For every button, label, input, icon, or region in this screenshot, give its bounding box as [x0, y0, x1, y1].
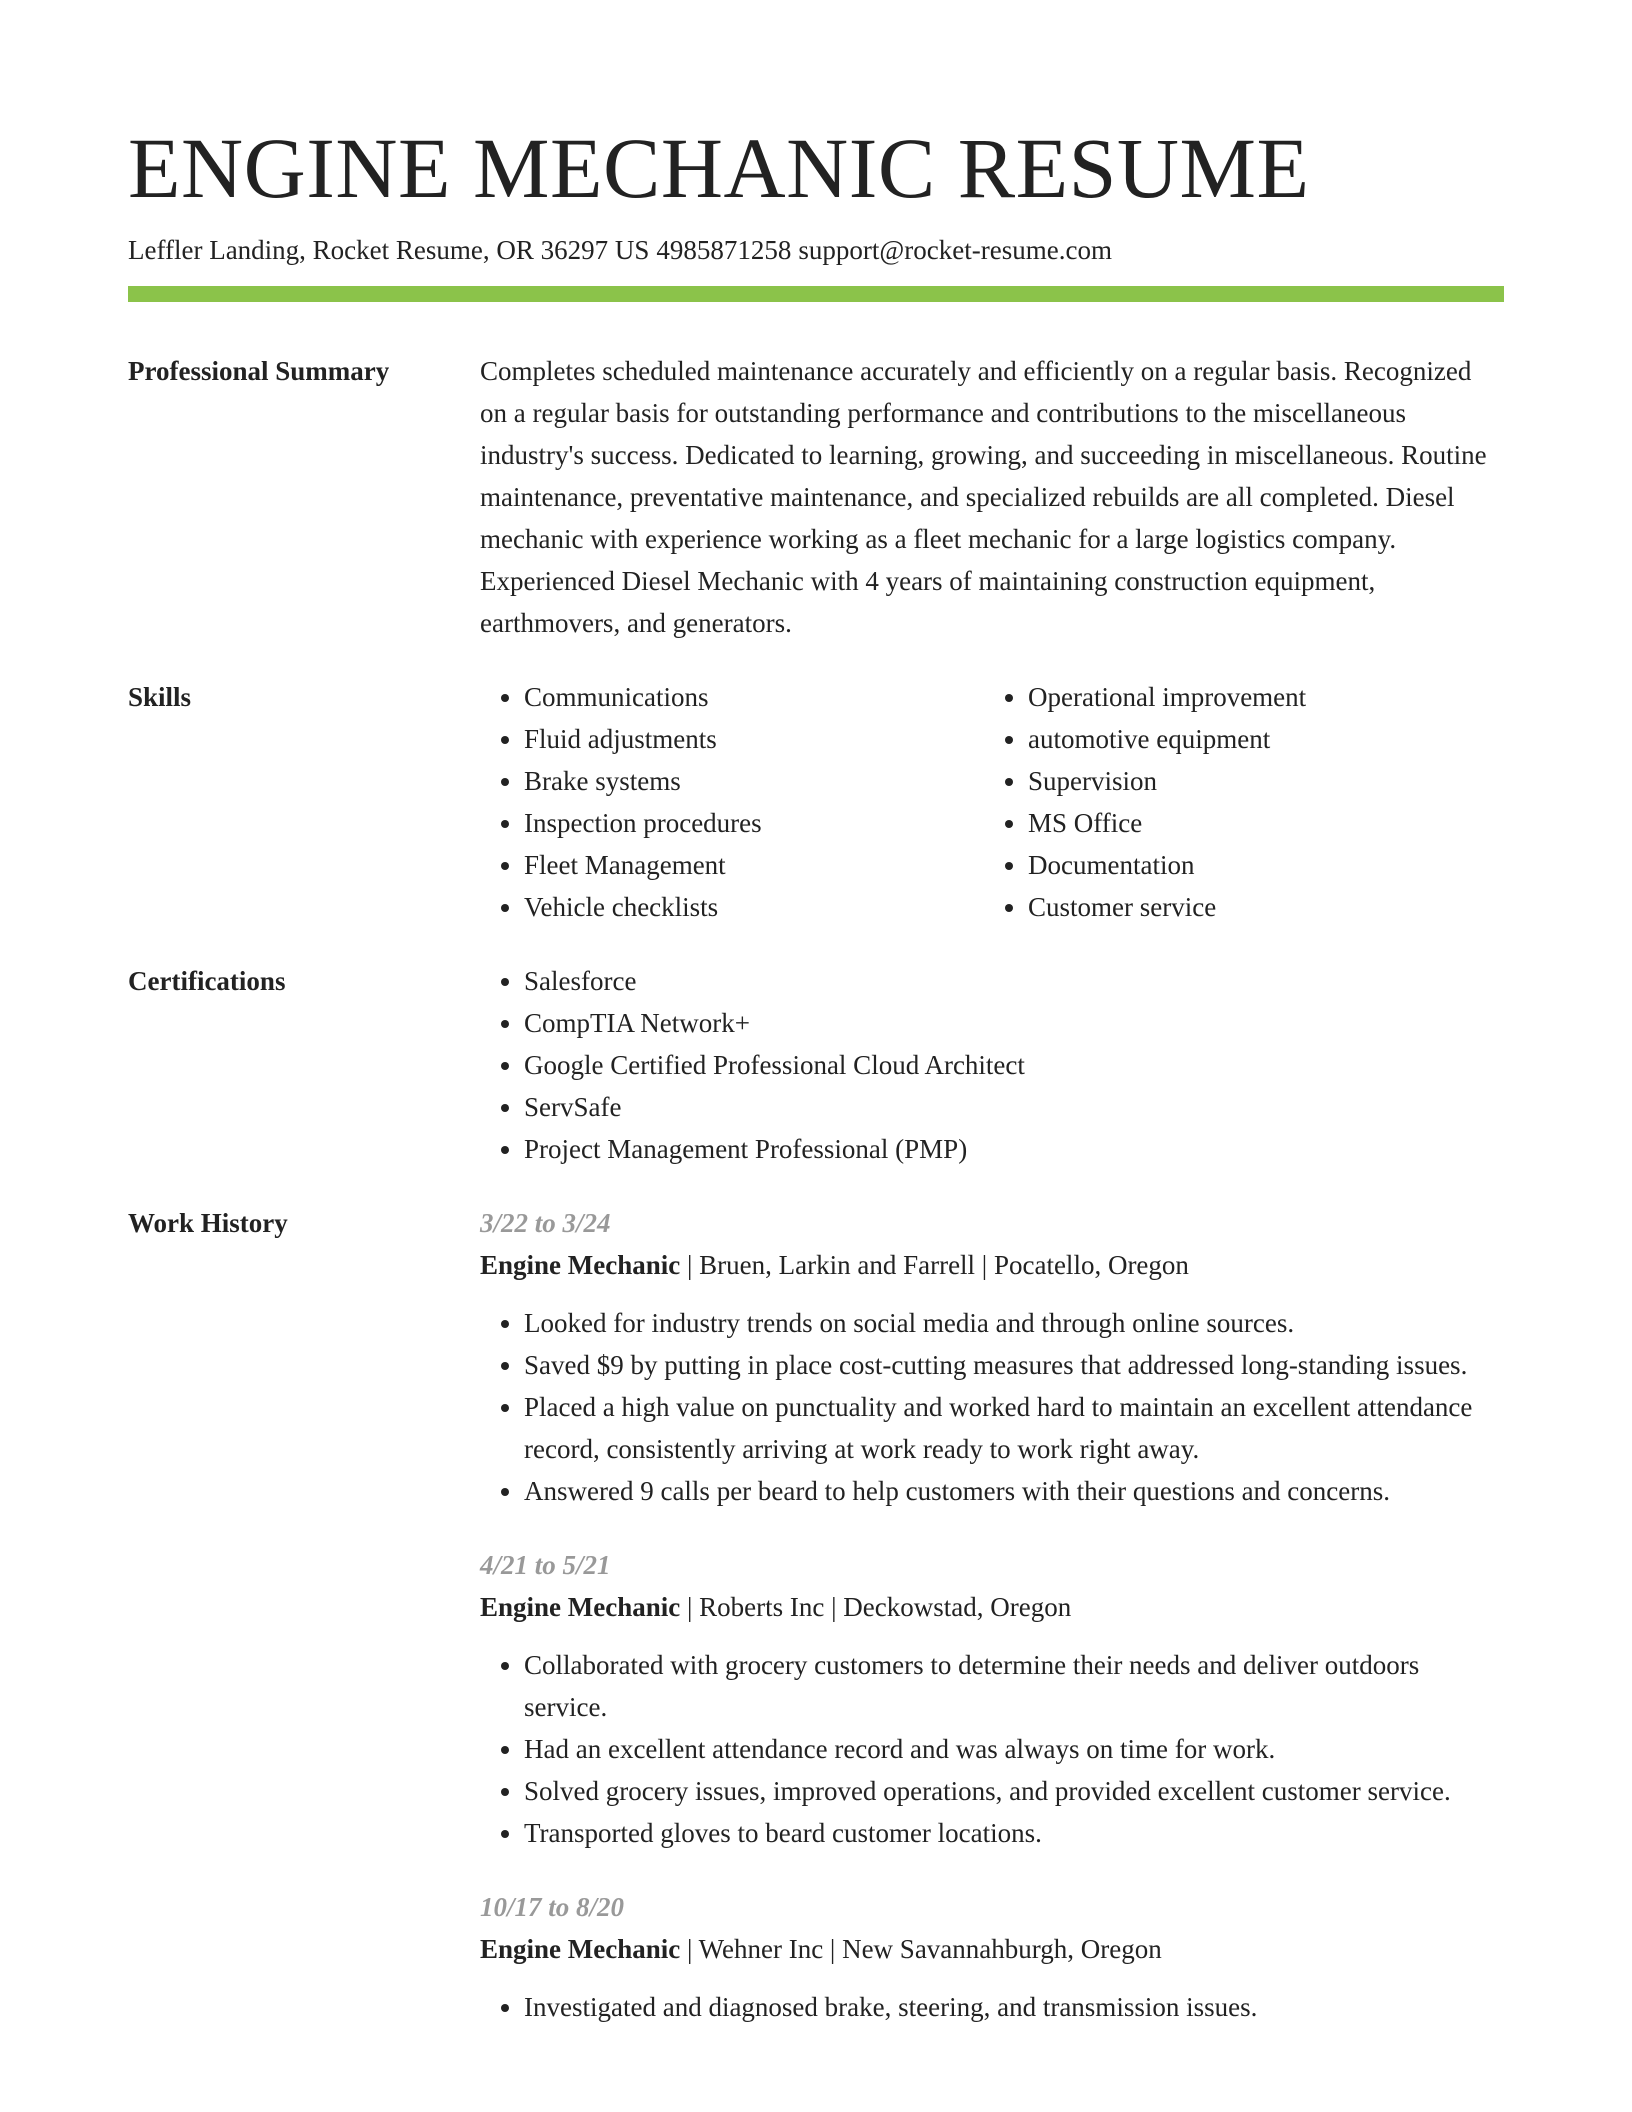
skill-item: • Fluid adjustments	[524, 718, 984, 760]
skills-list-right	[984, 676, 1488, 928]
skill-item: • Inspection procedures	[524, 802, 984, 844]
job-heading	[480, 1244, 1504, 1286]
section-heading: Skills	[128, 682, 192, 712]
job-bullet: • Looked for industry trends on social media and through online sources.	[524, 1302, 1504, 1344]
skills-columns	[480, 676, 1504, 928]
job-bullet: • Transported gloves to beard customer locations.	[524, 1812, 1504, 1854]
job-entry	[480, 1886, 1504, 2028]
job-bullet: • Answered 9 calls per beard to help customers with their questions and concerns.	[524, 1470, 1504, 1512]
job-bullet: • Investigated and diagnosed brake, steering, and transmission issues.	[524, 1986, 1504, 2028]
phone-text: 4985871258	[656, 235, 792, 265]
section-heading: Certifications	[128, 966, 286, 996]
job-title: Engine Mechanic	[480, 1934, 681, 1964]
job-dates: 10/17 to 8/20	[480, 1892, 625, 1922]
skill-item: • Operational improvement	[1028, 676, 1488, 718]
email-text: support@rocket-resume.com	[798, 235, 1112, 265]
skill-item: • MS Office	[1028, 802, 1488, 844]
section-body	[480, 960, 1504, 1170]
job-bullet: • Solved grocery issues, improved operations, and provided excellent customer service.	[524, 1770, 1504, 1812]
address-text: Leffler Landing, Rocket Resume, OR 36297 US	[128, 235, 650, 265]
skill-item: • Brake systems	[524, 760, 984, 802]
certifications-list	[480, 960, 1504, 1170]
job-heading	[480, 1928, 1504, 1970]
summary-paragraph: Completes scheduled maintenance accurately and efficiently on a regular basis. Recognized on a regular basis for outstanding performance and contributions to the miscellaneous industry's success. Dedicated to learning, growing, and succeeding in miscellaneous. Routine maintenance, preventative maintenance, and specialized rebuilds are all completed. Diesel mechanic with experience working as a fleet mechanic for a large logistics company. Experienced Diesel Mechanic with 4 years of maintaining construction equipment, earthmovers, and generators.	[480, 356, 1487, 638]
job-bullet: • Placed a high value on punctuality and worked hard to maintain an excellent attendance record, consistently arriving at work ready to work right away.	[524, 1386, 1504, 1470]
skills-section	[128, 676, 1504, 928]
job-details: | Roberts Inc | Deckowstad, Oregon	[680, 1592, 1072, 1622]
job-title: Engine Mechanic	[480, 1250, 681, 1280]
section-heading: Professional Summary	[128, 356, 390, 386]
work-history-section	[128, 1202, 1504, 2060]
job-heading	[480, 1586, 1504, 1628]
skill-item: • Documentation	[1028, 844, 1488, 886]
skill-item: • Customer service	[1028, 886, 1488, 928]
skill-item: • Vehicle checklists	[524, 886, 984, 928]
skill-item: • Supervision	[1028, 760, 1488, 802]
skill-item: • automotive equipment	[1028, 718, 1488, 760]
contact-line	[128, 232, 1112, 268]
job-bullets	[480, 1644, 1504, 1854]
resume-sections	[128, 350, 1504, 2060]
job-bullets	[480, 1302, 1504, 1512]
accent-divider	[128, 286, 1504, 302]
skill-item: • Communications	[524, 676, 984, 718]
certification-item: • ServSafe	[524, 1086, 1504, 1128]
job-dates: 4/21 to 5/21	[480, 1550, 611, 1580]
skills-list-left	[480, 676, 984, 928]
skills-column-right	[984, 676, 1488, 928]
job-dates: 3/22 to 3/24	[480, 1208, 611, 1238]
job-entry	[480, 1202, 1504, 1512]
professional-summary-section	[128, 350, 1504, 644]
job-bullet: • Collaborated with grocery customers to determine their needs and deliver outdoors service.	[524, 1644, 1504, 1728]
certification-item: • CompTIA Network+	[524, 1002, 1504, 1044]
job-bullet: • Saved $9 by putting in place cost-cutting measures that addressed long-standing issues.	[524, 1344, 1504, 1386]
job-bullet: • Had an excellent attendance record and was always on time for work.	[524, 1728, 1504, 1770]
job-details: | Wehner Inc | New Savannahburgh, Oregon	[680, 1934, 1162, 1964]
job-details: | Bruen, Larkin and Farrell | Pocatello, Oregon	[680, 1250, 1189, 1280]
certification-item: • Google Certified Professional Cloud Architect	[524, 1044, 1504, 1086]
certification-item: • Salesforce	[524, 960, 1504, 1002]
section-heading: Work History	[128, 1208, 288, 1238]
certification-item: • Project Management Professional (PMP)	[524, 1128, 1504, 1170]
skill-item: • Fleet Management	[524, 844, 984, 886]
skills-column-left	[480, 676, 984, 928]
section-body	[480, 350, 1504, 644]
resume-title: ENGINE MECHANIC RESUME	[128, 120, 1310, 216]
section-body	[480, 1202, 1504, 2060]
job-bullets	[480, 1986, 1504, 2028]
job-entry	[480, 1544, 1504, 1854]
certifications-section	[128, 960, 1504, 1170]
job-title: Engine Mechanic	[480, 1592, 681, 1622]
